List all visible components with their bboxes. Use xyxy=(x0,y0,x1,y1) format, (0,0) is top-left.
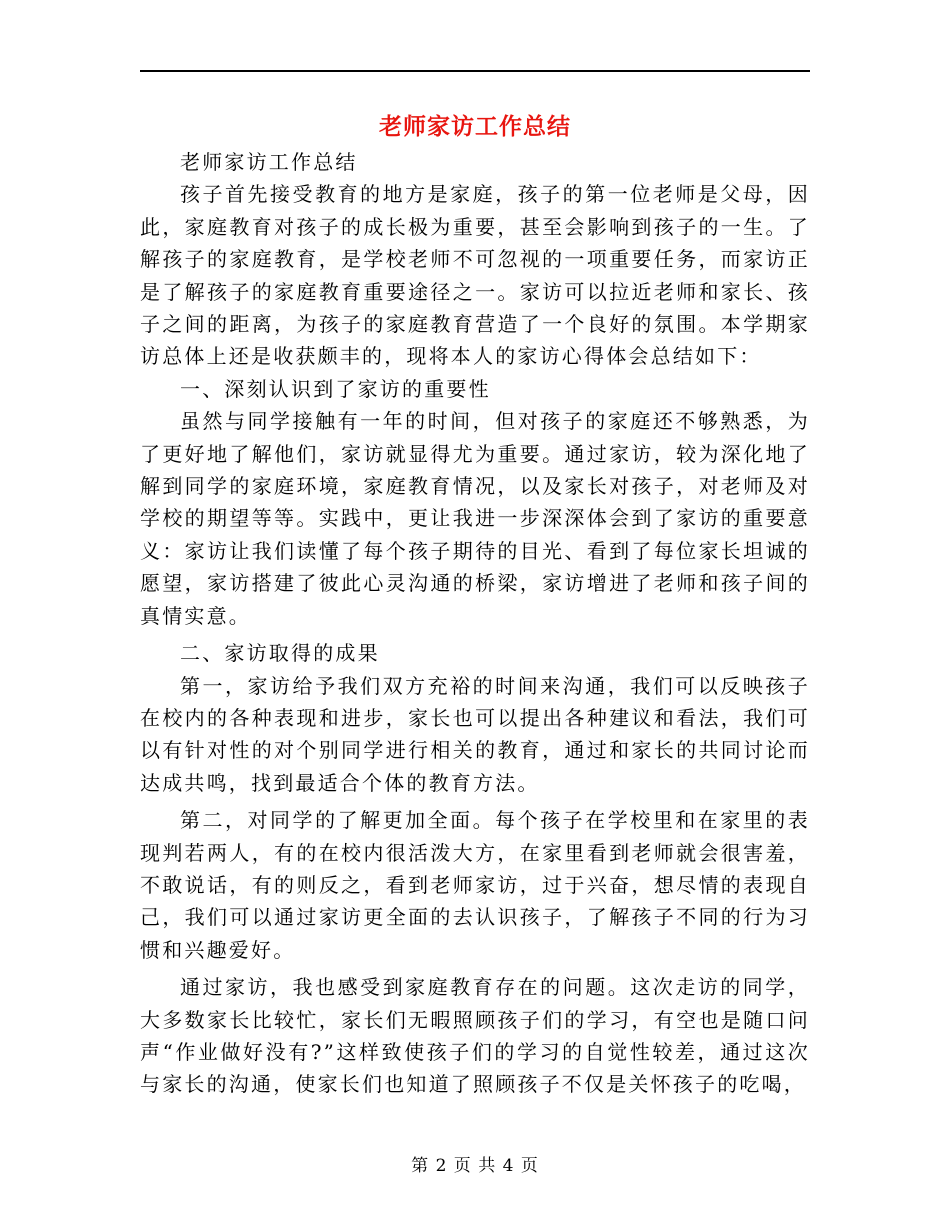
paragraph-problems: 通过家访，我也感受到家庭教育存在的问题。这次走访的同学，大多数家长比较忙，家长们无暇照顾孩子们的学习，有空也是随口问声“作业做好没有?”这样致使孩子们的学习的自觉性较差，通过这次与家长的沟通，使家长们也知道了照顾孩子不仅是关怀孩子的吃喝， xyxy=(140,975,810,1097)
page-number: 第 2 页 共 4 页 xyxy=(411,1156,539,1176)
document-body xyxy=(140,146,810,1101)
section-heading-1: 一、深刻认识到了家访的重要性 xyxy=(180,376,491,401)
paragraph-result-1: 第一，家访给予我们双方充裕的时间来沟通，我们可以反映孩子在校内的各种表现和进步，家长也可以提出各种建议和看法，我们可以有针对性的对个别同学进行相关的教育，通过和家长的共同讨论而达成共鸣，找到最适合个体的教育方法。 xyxy=(140,673,810,795)
paragraph-intro: 孩子首先接受教育的地方是家庭，孩子的第一位老师是父母，因此，家庭教育对孩子的成长极为重要，甚至会影响到孩子的一生。了解孩子的家庭教育，是学校老师不可忽视的一项重要任务，而家访正是了解孩子的家庭教育重要途径之一。家访可以拉近老师和家长、孩子之间的距离，为孩子的家庭教育营造了一个良好的氛围。本学期家访总体上还是收获颇丰的，现将本人的家访心得体会总结如下： xyxy=(140,182,810,369)
document-title: 老师家访工作总结 xyxy=(379,113,571,140)
paragraph-result-2: 第二，对同学的了解更加全面。每个孩子在学校里和在家里的表现判若两人，有的在校内很活泼大方，在家里看到老师就会很害羞，不敢说话，有的则反之，看到老师家访，过于兴奋，想尽情的表现自己，我们可以通过家访更全面的去认识孩子，了解孩子不同的行为习惯和兴趣爱好。 xyxy=(140,808,810,962)
header-rule xyxy=(140,70,810,72)
paragraph-subtitle: 老师家访工作总结 xyxy=(180,150,358,174)
section-heading-2: 二、家访取得的成果 xyxy=(180,641,380,666)
paragraph-importance: 虽然与同学接触有一年的时间，但对孩子的家庭还不够熟悉，为了更好地了解他们，家访就显得尤为重要。通过家访，较为深化地了解到同学的家庭环境，家庭教育情况，以及家长对孩子，对老师及对学校的期望等等。实践中，更让我进一步深深体会到了家访的重要意义：家访让我们读懂了每个孩子期待的目光、看到了每位家长坦诚的愿望，家访搭建了彼此心灵沟通的桥梁，家访增进了老师和孩子间的真情实意。 xyxy=(140,409,810,628)
